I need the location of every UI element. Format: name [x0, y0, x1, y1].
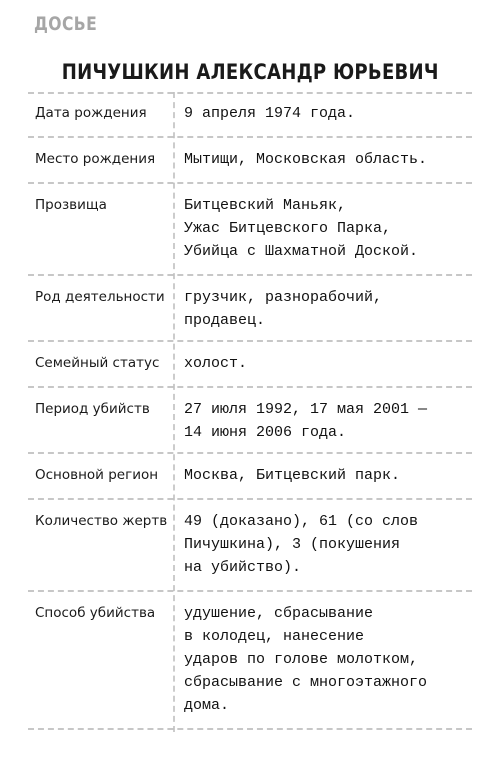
field-label: Место рождения	[35, 151, 156, 167]
row-main-region	[28, 454, 472, 500]
row-killing-method	[28, 592, 472, 730]
row-occupation	[28, 276, 472, 342]
dossier-title: ПИЧУШКИН АЛЕКСАНДР ЮРЬЕВИЧ	[61, 60, 439, 84]
field-label: Род деятельности	[35, 289, 165, 305]
row-nicknames	[28, 184, 472, 276]
field-value: Москва, Битцевский парк.	[184, 467, 401, 484]
row-birth-place	[28, 138, 472, 184]
field-value: Мытищи, Московская область.	[184, 151, 428, 168]
field-value: Битцевский Маньяк, Ужас Битцевского Парка, Убийца с Шахматной Доской.	[184, 197, 419, 260]
field-label: Период убийств	[35, 401, 150, 417]
field-label: Количество жертв	[35, 513, 168, 529]
field-label: Семейный статус	[35, 355, 160, 371]
section-label: ДОСЬЕ	[34, 13, 98, 35]
field-value: удушение, сбрасывание в колодец, нанесение ударов по голове молотком, сбрасывание с многоэтажного дома.	[184, 605, 428, 714]
row-victim-count	[28, 500, 472, 592]
row-killing-period	[28, 388, 472, 454]
field-label: Способ убийства	[35, 605, 156, 621]
field-value: холост.	[184, 355, 248, 372]
row-marital-status	[28, 342, 472, 388]
dossier-table	[28, 92, 472, 730]
field-label: Дата рождения	[35, 105, 147, 121]
field-label: Прозвища	[35, 197, 107, 213]
row-birth-date	[28, 92, 472, 138]
field-label: Основной регион	[35, 467, 159, 483]
field-value: 27 июля 1992, 17 мая 2001 — 14 июня 2006 года.	[184, 401, 428, 441]
field-value: 49 (доказано), 61 (со слов Пичушкина), 3 (покушения на убийство).	[184, 513, 419, 576]
field-value: 9 апреля 1974 года.	[184, 105, 356, 122]
field-value: грузчик, разнорабочий, продавец.	[184, 289, 383, 329]
